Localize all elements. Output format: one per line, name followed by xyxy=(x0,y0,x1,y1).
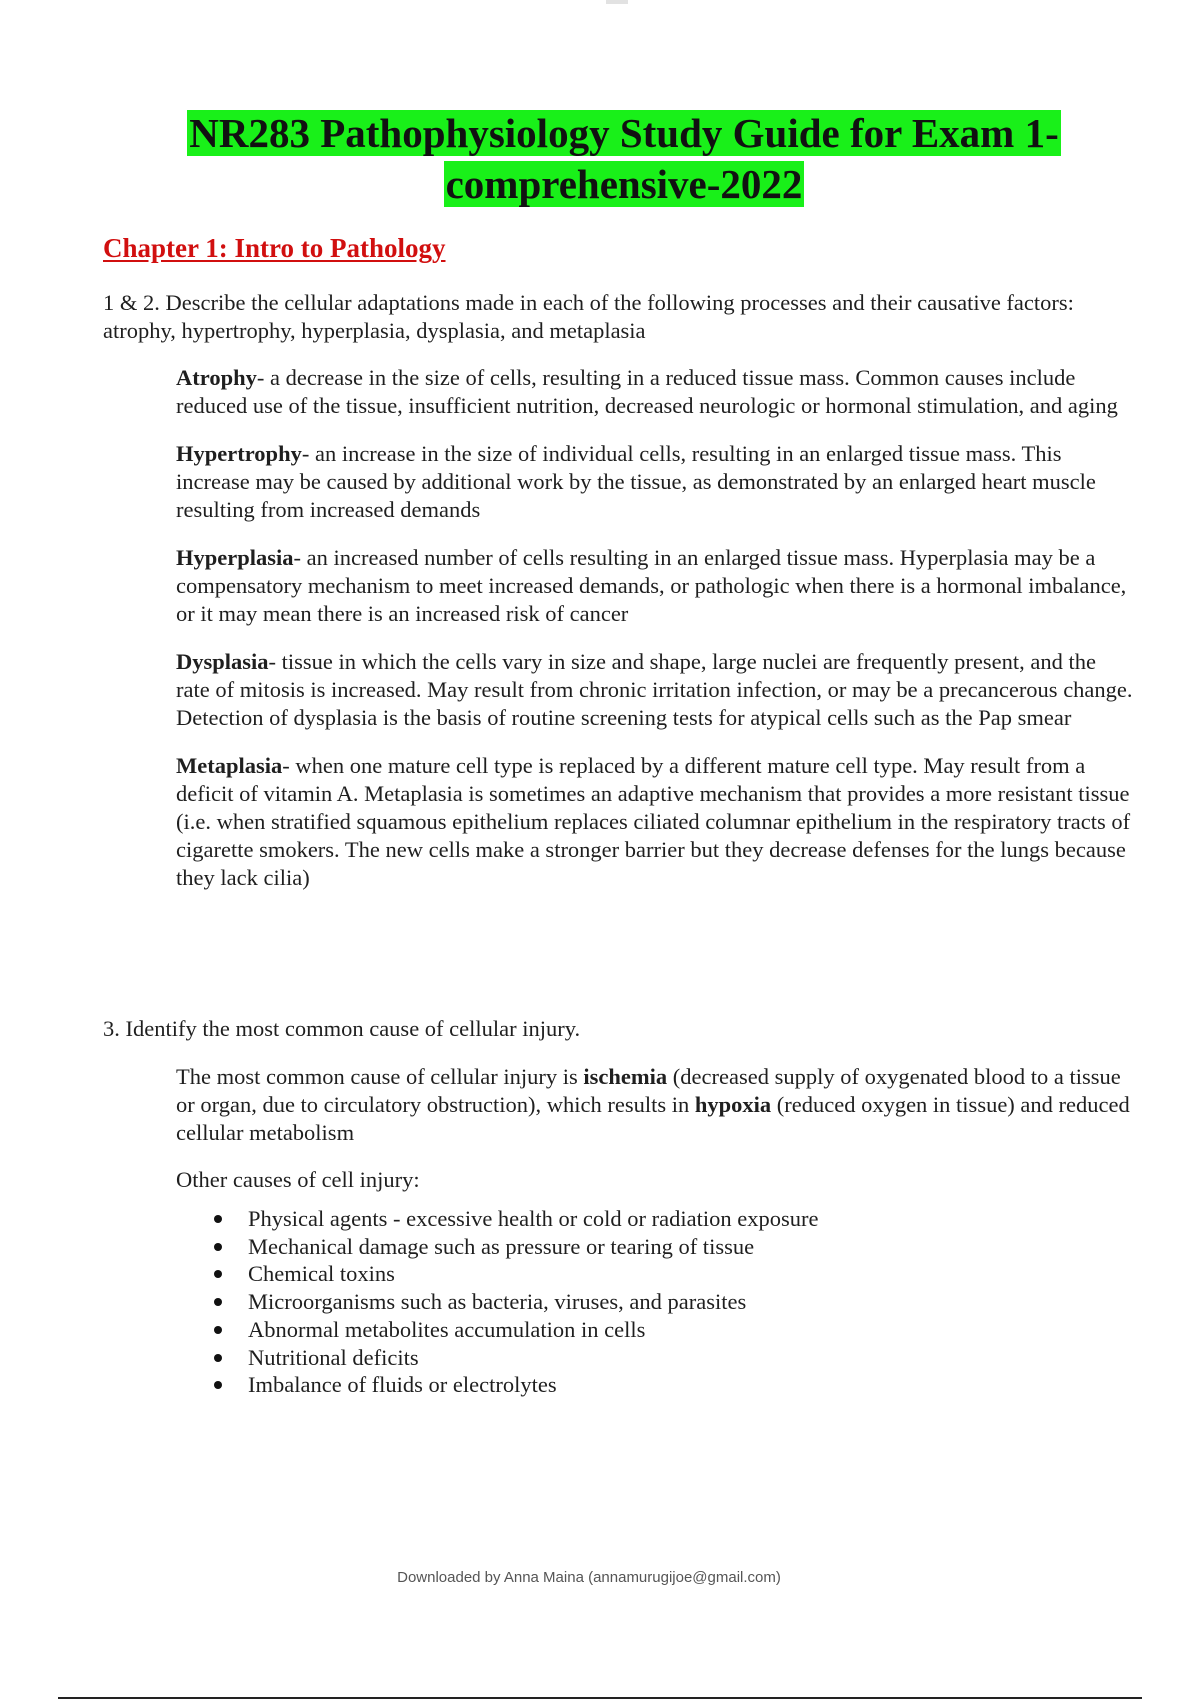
definition-atrophy xyxy=(176,364,1134,420)
list-item-text: Nutritional deficits xyxy=(248,1344,419,1370)
list-item xyxy=(210,1288,818,1316)
list-item-text: Abnormal metabolites accumulation in cells xyxy=(248,1316,646,1342)
bullet-icon xyxy=(214,1326,222,1334)
definition-text: - tissue in which the cells vary in size and shape, large nuclei are frequently present, and the rate of mitosis is increased. May result from chronic irritation infection, or may be a precancerous change. Detection of dysplasia is the basis of routine screening tests for atypical cells such as the Pap smear xyxy=(176,649,1133,730)
definition-term: Dysplasia xyxy=(176,649,269,674)
definition-term: Hypertrophy xyxy=(176,441,302,466)
definition-term: Metaplasia xyxy=(176,753,283,778)
list-item xyxy=(210,1316,818,1344)
answer-keyword-ischemia: ischemia xyxy=(583,1064,668,1089)
list-item-text: Microorganisms such as bacteria, viruses, and parasites xyxy=(248,1289,747,1315)
definition-text: - a decrease in the size of cells, resulting in a reduced tissue mass. Common causes include reduced use of the tissue, insufficient nutrition, decreased neurologic or hormonal stimulation, and aging xyxy=(176,365,1118,418)
list-item xyxy=(210,1233,818,1261)
definition-hypertrophy xyxy=(176,440,1134,524)
definition-dysplasia xyxy=(176,648,1134,732)
answer-text: (reduced oxygen in tissue) and reduced cellular metabolism xyxy=(176,1092,1130,1145)
answer-3 xyxy=(176,1063,1134,1147)
bullet-icon xyxy=(214,1270,222,1278)
list-item-text: Chemical toxins xyxy=(248,1261,395,1287)
list-item-text: Physical agents - excessive health or cold or radiation exposure xyxy=(248,1206,819,1231)
definitions-list xyxy=(176,364,1134,912)
list-item-text: Mechanical damage such as pressure or tearing of tissue xyxy=(248,1233,755,1259)
list-item-text: Imbalance of fluids or electrolytes xyxy=(248,1372,557,1398)
title-line-2: comprehensive-2022 xyxy=(445,161,803,207)
other-causes-list xyxy=(210,1205,818,1399)
chapter-heading: Chapter 1: Intro to Pathology xyxy=(103,233,446,263)
other-causes-label: Other causes of cell injury: xyxy=(176,1167,420,1192)
bullet-icon xyxy=(214,1243,222,1251)
page-top-mark xyxy=(606,0,628,4)
list-item xyxy=(210,1260,818,1288)
list-item xyxy=(210,1344,818,1372)
answer-text: The most common cause of cellular injury is xyxy=(176,1064,584,1089)
answer-text: (decreased supply of oxygenated blood to a tissue or organ, due to circulatory obstruction), which results in xyxy=(176,1064,1121,1117)
page-bottom-rule xyxy=(58,1697,1142,1699)
definition-hyperplasia xyxy=(176,544,1134,628)
definition-text: - an increase in the size of individual cells, resulting in an enlarged tissue mass. This increase may be caused by additional work by the tissue, as demonstrated by an enlarged heart muscle resulting from increased demands xyxy=(176,441,1096,522)
bullet-icon xyxy=(214,1298,222,1306)
definition-metaplasia xyxy=(176,752,1134,892)
title-line-1: NR283 Pathophysiology Study Guide for Exam 1- xyxy=(189,110,1059,156)
list-item xyxy=(210,1371,818,1399)
answer-keyword-hypoxia: hypoxia xyxy=(694,1092,772,1117)
definition-text: - when one mature cell type is replaced by a different mature cell type. May result from a deficit of vitamin A. Metaplasia is sometimes an adaptive mechanism that provides a more resistant tissue (i.e. when stratified squamous epithelium replaces ciliated columnar epithelium in the respiratory tracts of cigarette smokers. The new cells make a stronger barrier but they decrease defenses for the lungs because they lack cilia) xyxy=(176,753,1131,890)
question-1-2: 1 & 2. Describe the cellular adaptations made in each of the following processes and their causative factors: atrophy, hypertrophy, hyperplasia, dysplasia, and metaplasia xyxy=(103,290,1074,343)
download-footer: Downloaded by Anna Maina (annamurugijoe@gmail.com) xyxy=(397,1569,781,1586)
document-title xyxy=(0,108,1200,210)
bullet-icon xyxy=(214,1381,222,1389)
bullet-icon xyxy=(214,1215,222,1223)
definition-term: Hyperplasia xyxy=(176,545,294,570)
definition-term: Atrophy xyxy=(176,365,257,390)
question-3: 3. Identify the most common cause of cellular injury. xyxy=(103,1016,581,1041)
list-item xyxy=(210,1205,818,1233)
definition-text: - an increased number of cells resulting in an enlarged tissue mass. Hyperplasia may be a compensatory mechanism to meet increased demands, or pathologic when there is a hormonal imbalance, or it may mean there is an increased risk of cancer xyxy=(176,545,1127,626)
bullet-icon xyxy=(214,1354,222,1362)
